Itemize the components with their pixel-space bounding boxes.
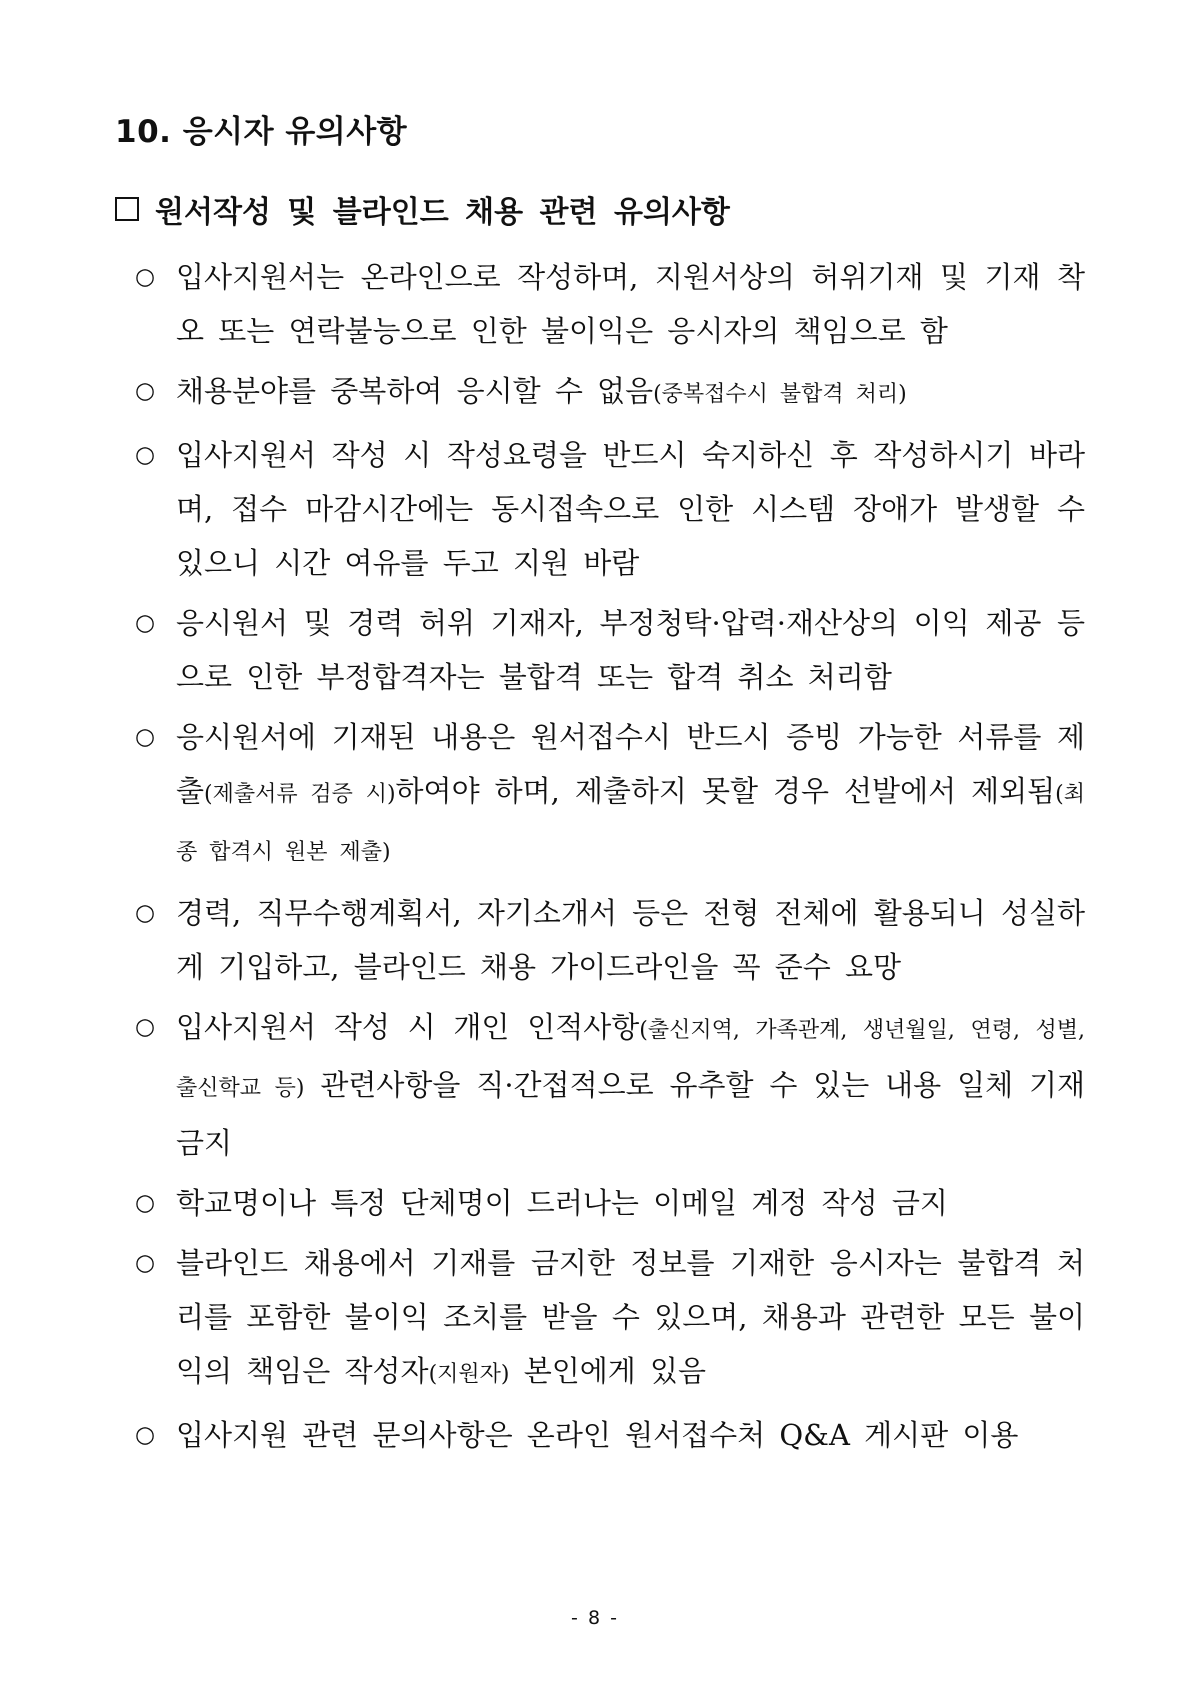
circle-bullet-icon: ○: [135, 1422, 156, 1448]
list-item-text: 입사지원 관련 문의사항은 온라인 원서접수처 Q&A 게시판 이용: [176, 1418, 1019, 1452]
list-item-text: 입사지원서 작성 시 개인 인적사항(출신지역, 가족관계, 생년월일, 연령, 성별, 출신학교 등) 관련사항을 직·간접적으로 유추할 수 있는 내용 일체 기재 금지: [176, 1010, 1085, 1160]
subsection-title: [115, 187, 730, 231]
list-item: [135, 1408, 1085, 1462]
list-item: [135, 596, 1085, 704]
list-item-text: 채용분야를 중복하여 응시할 수 없음(중복접수시 불합격 처리): [176, 374, 907, 408]
circle-bullet-icon: ○: [135, 378, 156, 404]
subsection-title-text: 원서작성 및 블라인드 채용 관련 유의사항: [155, 195, 730, 230]
notice-list: [135, 250, 1085, 1468]
circle-bullet-icon: ○: [135, 264, 156, 290]
list-item: [135, 364, 1085, 422]
list-item-text: 블라인드 채용에서 기재를 금지한 정보를 기재한 응시자는 불합격 처리를 포함한 불이익 조치를 받을 수 있으며, 채용과 관련한 모든 불이익의 책임은 작성자(지원자) 본인에게 있음: [176, 1246, 1085, 1388]
page-number: - 8 -: [571, 1607, 619, 1629]
section-title: 10. 응시자 유의사항: [115, 114, 408, 150]
list-item-text: 입사지원서 작성 시 작성요령을 반드시 숙지하신 후 작성하시기 바라며, 접수 마감시간에는 동시접속으로 인한 시스템 장애가 발생할 수 있으니 시간 여유를 두고 지원 바람: [176, 438, 1085, 580]
circle-bullet-icon: ○: [135, 900, 156, 926]
circle-bullet-icon: ○: [135, 1190, 156, 1216]
list-item: [135, 1176, 1085, 1230]
parenthetical-note: (최종 합격시 원본 제출): [176, 782, 1086, 865]
list-item: [135, 428, 1085, 590]
list-item: [135, 710, 1085, 880]
parenthetical-note: (제출서류 검증 시): [204, 782, 396, 807]
circle-bullet-icon: ○: [135, 1250, 156, 1276]
parenthetical-note: (중복접수시 불합격 처리): [653, 382, 907, 407]
list-item: [135, 250, 1085, 358]
parenthetical-note: (지원자): [428, 1362, 510, 1387]
empty-square-icon: [115, 197, 139, 221]
list-item-text: 경력, 직무수행계획서, 자기소개서 등은 전형 전체에 활용되니 성실하게 기입하고, 블라인드 채용 가이드라인을 꼭 준수 요망: [176, 896, 1085, 984]
list-item: [135, 886, 1085, 994]
parenthetical-note: (출신지역, 가족관계, 생년월일, 연령, 성별, 출신학교 등): [176, 1018, 1085, 1101]
list-item-text: 학교명이나 특정 단체명이 드러나는 이메일 계정 작성 금지: [176, 1186, 948, 1220]
circle-bullet-icon: ○: [135, 610, 156, 636]
list-item-text: 응시원서에 기재된 내용은 원서접수시 반드시 증빙 가능한 서류를 제출(제출서류 검증 시)하여야 하며, 제출하지 못할 경우 선발에서 제외됨(최종 합격시 원본 제출): [176, 720, 1086, 865]
circle-bullet-icon: ○: [135, 442, 156, 468]
circle-bullet-icon: ○: [135, 1014, 156, 1040]
list-item: [135, 1236, 1085, 1402]
list-item-text: 입사지원서는 온라인으로 작성하며, 지원서상의 허위기재 및 기재 착오 또는 연락불능으로 인한 불이익은 응시자의 책임으로 함: [176, 260, 1085, 348]
circle-bullet-icon: ○: [135, 724, 156, 750]
list-item-text: 응시원서 및 경력 허위 기재자, 부정청탁·압력·재산상의 이익 제공 등으로 인한 부정합격자는 불합격 또는 합격 취소 처리함: [176, 606, 1085, 694]
list-item: [135, 1000, 1085, 1170]
